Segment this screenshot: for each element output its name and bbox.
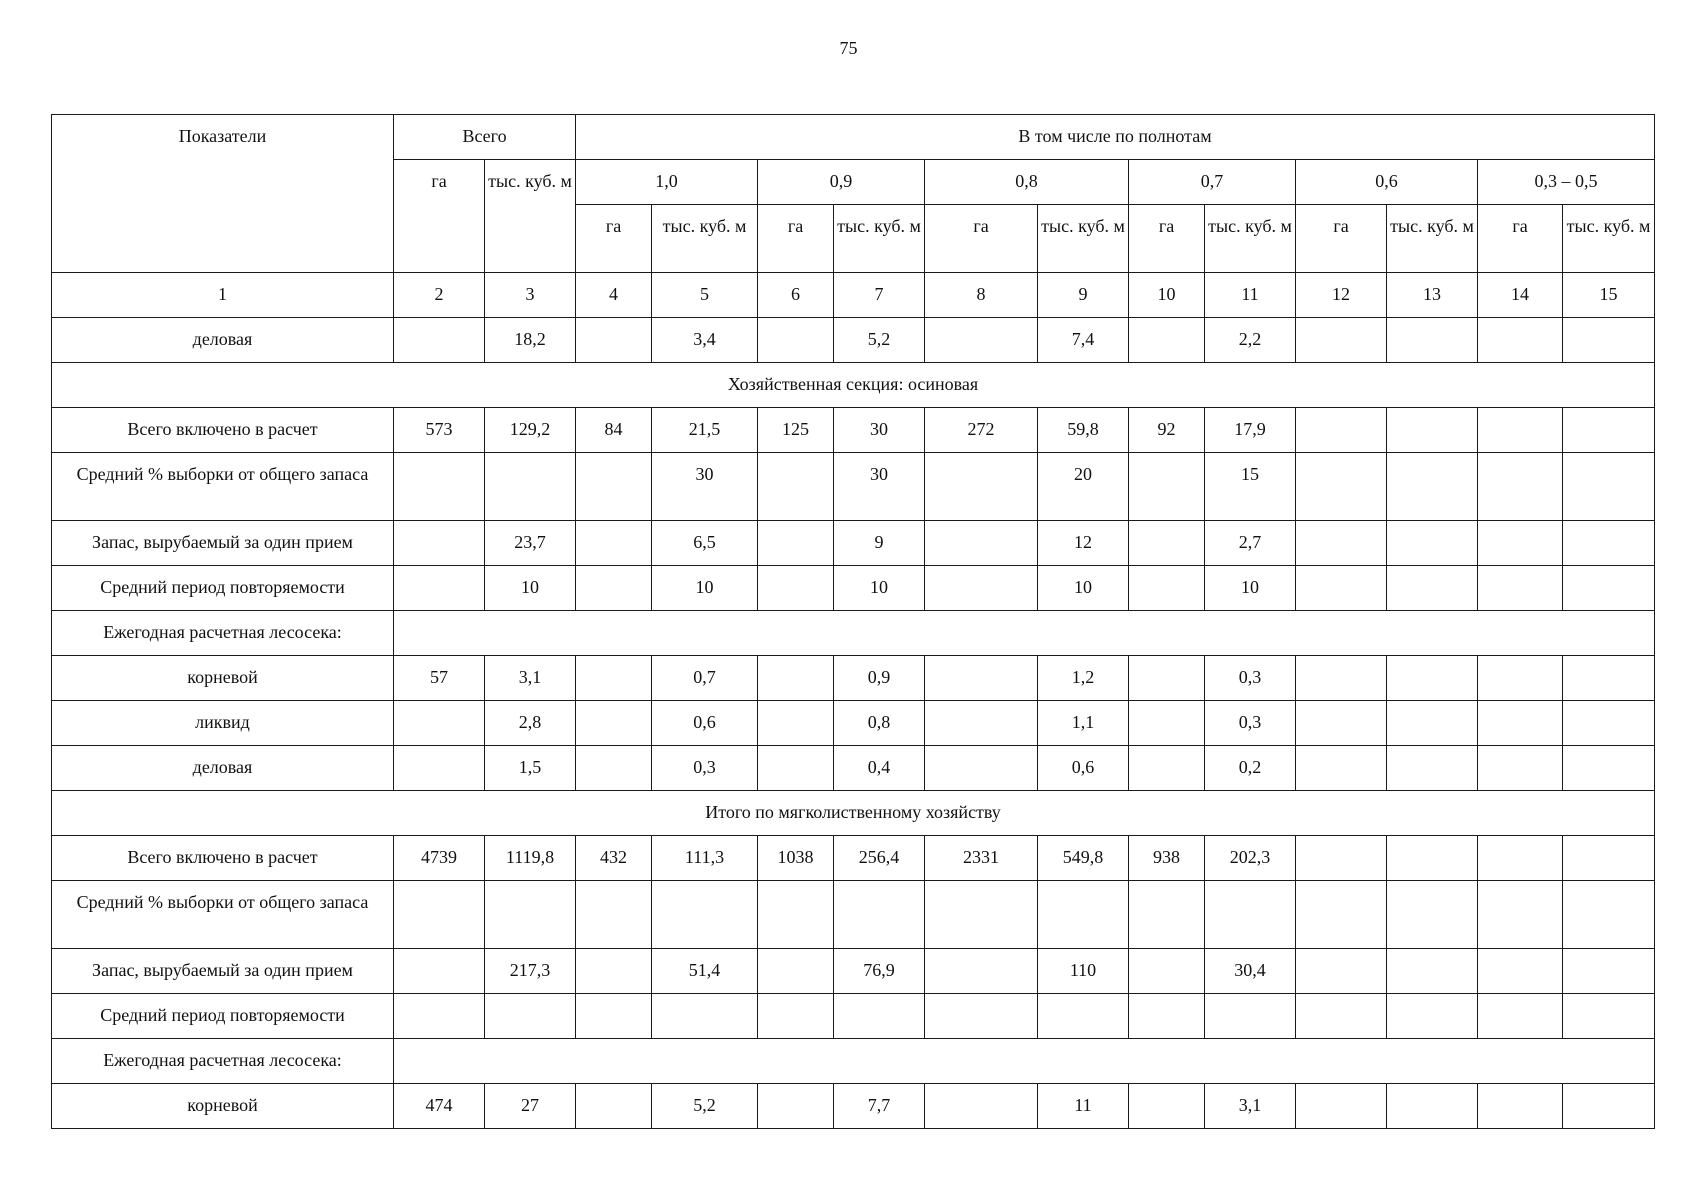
table-cell: 549,8 — [1038, 836, 1129, 881]
table-cell — [394, 453, 485, 521]
table-cell: 4739 — [394, 836, 485, 881]
column-number: 10 — [1129, 273, 1205, 318]
column-number: 7 — [834, 273, 925, 318]
table-cell: 111,3 — [652, 836, 758, 881]
header-density: 0,7 — [1129, 160, 1296, 205]
section-title: Хозяйственная секция: осиновая — [52, 363, 1655, 408]
section-row — [52, 791, 1655, 836]
table-cell: 0,7 — [652, 656, 758, 701]
header-ha: га — [1296, 205, 1387, 273]
table-cell — [652, 881, 758, 949]
table-cell: 573 — [394, 408, 485, 453]
table-cell — [758, 949, 834, 994]
column-number: 11 — [1205, 273, 1296, 318]
table-cell — [1478, 881, 1563, 949]
table-cell — [1478, 949, 1563, 994]
column-number: 9 — [1038, 273, 1129, 318]
table-cell: 1,1 — [1038, 701, 1129, 746]
table-cell: 3,1 — [485, 656, 576, 701]
table-cell: 12 — [1038, 521, 1129, 566]
table-cell — [485, 453, 576, 521]
table-row — [52, 701, 1655, 746]
table-cell — [1478, 746, 1563, 791]
table-cell — [1563, 521, 1655, 566]
row-label: корневой — [52, 656, 394, 701]
table-cell: 76,9 — [834, 949, 925, 994]
table-cell — [1478, 453, 1563, 521]
table-cell: 938 — [1129, 836, 1205, 881]
table-cell — [576, 949, 652, 994]
header-row-1 — [52, 115, 1655, 160]
table-cell — [1563, 949, 1655, 994]
table-cell — [1387, 408, 1478, 453]
table-cell — [394, 521, 485, 566]
table-cell — [485, 881, 576, 949]
row-label: Средний период повторяемости — [52, 994, 394, 1039]
table-cell — [758, 701, 834, 746]
table-header — [52, 115, 1655, 318]
table-cell — [1296, 746, 1387, 791]
table-cell — [925, 318, 1038, 363]
column-number: 15 — [1563, 273, 1655, 318]
row-label: Всего включено в расчет — [52, 836, 394, 881]
table-cell — [1563, 701, 1655, 746]
table-cell: 10 — [652, 566, 758, 611]
table-cell — [1563, 994, 1655, 1039]
table-cell — [758, 566, 834, 611]
page-number: 75 — [839, 38, 858, 58]
table-cell: 1038 — [758, 836, 834, 881]
empty-span-cell — [394, 1039, 1655, 1084]
table-cell: 0,3 — [1205, 656, 1296, 701]
table-cell — [1478, 521, 1563, 566]
row-label: Всего включено в расчет — [52, 408, 394, 453]
table-cell: 202,3 — [1205, 836, 1296, 881]
header-volume: тыс. куб. м — [1387, 205, 1478, 273]
table-cell: 6,5 — [652, 521, 758, 566]
column-number: 3 — [485, 273, 576, 318]
row-label: деловая — [52, 746, 394, 791]
table-cell — [925, 701, 1038, 746]
header-ha: га — [758, 205, 834, 273]
table-cell — [925, 453, 1038, 521]
table-cell — [1563, 566, 1655, 611]
table-cell — [1038, 881, 1129, 949]
table-cell — [1387, 746, 1478, 791]
table-body — [52, 318, 1655, 1129]
table-cell: 2,2 — [1205, 318, 1296, 363]
table-cell — [485, 994, 576, 1039]
header-volume: тыс. куб. м — [1563, 205, 1655, 273]
table-cell: 59,8 — [1038, 408, 1129, 453]
table-cell: 10 — [1205, 566, 1296, 611]
table-cell — [1129, 701, 1205, 746]
table-cell — [1129, 881, 1205, 949]
column-number: 4 — [576, 273, 652, 318]
row-label: Запас, вырубаемый за один прием — [52, 949, 394, 994]
column-number: 1 — [52, 273, 394, 318]
table-cell — [1387, 566, 1478, 611]
column-number: 8 — [925, 273, 1038, 318]
table-cell: 0,3 — [652, 746, 758, 791]
table-cell — [1296, 521, 1387, 566]
table-row — [52, 949, 1655, 994]
table-cell — [1129, 521, 1205, 566]
table-row — [52, 881, 1655, 949]
table-cell — [576, 318, 652, 363]
table-cell: 9 — [834, 521, 925, 566]
table-cell — [1296, 836, 1387, 881]
header-volume: тыс. куб. м — [1038, 205, 1129, 273]
table-cell: 30,4 — [1205, 949, 1296, 994]
table-cell — [1205, 994, 1296, 1039]
header-volume: тыс. куб. м — [1205, 205, 1296, 273]
table-cell — [758, 746, 834, 791]
table-cell — [1478, 1084, 1563, 1129]
table-cell — [1478, 994, 1563, 1039]
table-cell — [1129, 318, 1205, 363]
header-density: 0,6 — [1296, 160, 1478, 205]
row-label: Средний % выборки от общего запаса — [52, 453, 394, 521]
table-cell — [1563, 656, 1655, 701]
table-row — [52, 746, 1655, 791]
table-cell: 2,8 — [485, 701, 576, 746]
row-label: Ежегодная расчетная лесосека: — [52, 611, 394, 656]
table-cell — [1387, 994, 1478, 1039]
table-cell — [834, 994, 925, 1039]
table-cell: 1,2 — [1038, 656, 1129, 701]
table-cell: 57 — [394, 656, 485, 701]
row-label: Средний % выборки от общего запаса — [52, 881, 394, 949]
table-cell: 10 — [834, 566, 925, 611]
row-label: корневой — [52, 1084, 394, 1129]
header-total-volume: тыс. куб. м — [485, 160, 576, 273]
table-cell: 0,3 — [1205, 701, 1296, 746]
allowable-cut-table — [51, 114, 1655, 1129]
table-cell — [576, 701, 652, 746]
table-cell — [1296, 701, 1387, 746]
header-by-density: В том числе по полнотам — [576, 115, 1655, 160]
group-label-row — [52, 611, 1655, 656]
table-cell: 2331 — [925, 836, 1038, 881]
group-label-row — [52, 1039, 1655, 1084]
table-cell — [758, 1084, 834, 1129]
table-cell: 0,6 — [1038, 746, 1129, 791]
table-cell — [576, 994, 652, 1039]
table-cell — [394, 994, 485, 1039]
header-ha: га — [925, 205, 1038, 273]
header-density: 1,0 — [576, 160, 758, 205]
table-cell — [576, 881, 652, 949]
table-cell — [758, 318, 834, 363]
table-cell — [1387, 701, 1478, 746]
table-cell — [1387, 949, 1478, 994]
table-cell — [1296, 994, 1387, 1039]
header-density: 0,3 – 0,5 — [1478, 160, 1655, 205]
table-cell — [925, 566, 1038, 611]
header-volume: тыс. куб. м — [834, 205, 925, 273]
table-cell — [1129, 656, 1205, 701]
table-cell: 15 — [1205, 453, 1296, 521]
table-cell — [1563, 746, 1655, 791]
table-cell — [1387, 318, 1478, 363]
table-cell — [1129, 453, 1205, 521]
table-cell — [758, 994, 834, 1039]
table-cell: 1119,8 — [485, 836, 576, 881]
table-cell: 7,4 — [1038, 318, 1129, 363]
table-cell: 3,4 — [652, 318, 758, 363]
table-cell — [1563, 453, 1655, 521]
table-cell — [925, 881, 1038, 949]
table-cell — [1129, 994, 1205, 1039]
column-number-row — [52, 273, 1655, 318]
header-total-ha: га — [394, 160, 485, 273]
section-title: Итого по мягколиственному хозяйству — [52, 791, 1655, 836]
table-cell — [925, 994, 1038, 1039]
table-cell — [1478, 408, 1563, 453]
table-cell — [1129, 746, 1205, 791]
header-volume: тыс. куб. м — [652, 205, 758, 273]
table-cell: 0,8 — [834, 701, 925, 746]
table-cell — [576, 1084, 652, 1129]
table-cell — [394, 318, 485, 363]
table-cell — [1296, 453, 1387, 521]
header-ha: га — [576, 205, 652, 273]
table-cell: 272 — [925, 408, 1038, 453]
table-cell: 129,2 — [485, 408, 576, 453]
table-cell: 1,5 — [485, 746, 576, 791]
header-ha: га — [1129, 205, 1205, 273]
table-cell — [925, 949, 1038, 994]
table-cell: 432 — [576, 836, 652, 881]
table-cell: 0,9 — [834, 656, 925, 701]
table-cell — [576, 566, 652, 611]
table-cell — [925, 1084, 1038, 1129]
table-cell — [834, 881, 925, 949]
table-cell — [1563, 318, 1655, 363]
table-row — [52, 453, 1655, 521]
table-cell: 217,3 — [485, 949, 576, 994]
table-cell — [1563, 836, 1655, 881]
table-cell — [1478, 656, 1563, 701]
table-cell: 474 — [394, 1084, 485, 1129]
table-cell — [576, 521, 652, 566]
table-cell: 0,2 — [1205, 746, 1296, 791]
table-cell — [1478, 701, 1563, 746]
table-cell — [652, 994, 758, 1039]
table-cell — [1478, 318, 1563, 363]
table-cell — [1296, 656, 1387, 701]
table-cell: 30 — [834, 408, 925, 453]
table-cell: 20 — [1038, 453, 1129, 521]
table-cell — [1129, 566, 1205, 611]
header-density: 0,9 — [758, 160, 925, 205]
table-cell — [1478, 566, 1563, 611]
table-cell: 30 — [834, 453, 925, 521]
table-cell: 17,9 — [1205, 408, 1296, 453]
table-cell — [925, 746, 1038, 791]
table-cell — [394, 949, 485, 994]
header-ha: га — [1478, 205, 1563, 273]
table-cell: 11 — [1038, 1084, 1129, 1129]
table-cell — [1387, 881, 1478, 949]
table-cell: 21,5 — [652, 408, 758, 453]
table-cell: 3,1 — [1205, 1084, 1296, 1129]
table-cell: 5,2 — [834, 318, 925, 363]
table-cell — [576, 453, 652, 521]
row-label: Средний период повторяемости — [52, 566, 394, 611]
table-cell — [1296, 1084, 1387, 1129]
table-cell: 18,2 — [485, 318, 576, 363]
table-cell: 256,4 — [834, 836, 925, 881]
table-cell: 92 — [1129, 408, 1205, 453]
table-cell — [1387, 521, 1478, 566]
table-cell: 0,6 — [652, 701, 758, 746]
table-row — [52, 656, 1655, 701]
table-cell: 5,2 — [652, 1084, 758, 1129]
table-cell — [1387, 656, 1478, 701]
header-total: Всего — [394, 115, 576, 160]
table-cell: 27 — [485, 1084, 576, 1129]
table-row — [52, 1084, 1655, 1129]
table-row — [52, 836, 1655, 881]
row-label: Ежегодная расчетная лесосека: — [52, 1039, 394, 1084]
table-cell — [1296, 949, 1387, 994]
header-indicators: Показатели — [52, 115, 394, 273]
section-row — [52, 363, 1655, 408]
table-cell — [758, 656, 834, 701]
table-row — [52, 408, 1655, 453]
row-label: деловая — [52, 318, 394, 363]
table-cell: 7,7 — [834, 1084, 925, 1129]
column-number: 13 — [1387, 273, 1478, 318]
table-cell — [1563, 408, 1655, 453]
column-number: 14 — [1478, 273, 1563, 318]
table-row — [52, 521, 1655, 566]
table-cell — [1205, 881, 1296, 949]
table-cell: 0,4 — [834, 746, 925, 791]
row-label: ликвид — [52, 701, 394, 746]
table-row — [52, 566, 1655, 611]
table-cell — [394, 881, 485, 949]
table-cell — [394, 566, 485, 611]
table-cell — [1129, 1084, 1205, 1129]
table-cell: 10 — [1038, 566, 1129, 611]
table-cell — [1296, 566, 1387, 611]
table-cell — [1387, 1084, 1478, 1129]
table-cell — [394, 746, 485, 791]
column-number: 2 — [394, 273, 485, 318]
table-cell: 2,7 — [1205, 521, 1296, 566]
table-cell: 51,4 — [652, 949, 758, 994]
table-row — [52, 994, 1655, 1039]
table-cell — [576, 746, 652, 791]
table-cell — [1387, 453, 1478, 521]
header-density: 0,8 — [925, 160, 1129, 205]
table-cell — [1129, 949, 1205, 994]
table-cell — [1563, 881, 1655, 949]
table-row — [52, 318, 1655, 363]
table-cell — [1387, 836, 1478, 881]
table-cell — [1038, 994, 1129, 1039]
table-cell — [925, 656, 1038, 701]
table-cell — [1563, 1084, 1655, 1129]
table-cell — [576, 656, 652, 701]
row-label: Запас, вырубаемый за один прием — [52, 521, 394, 566]
column-number: 12 — [1296, 273, 1387, 318]
table-cell — [1296, 318, 1387, 363]
empty-span-cell — [394, 611, 1655, 656]
table-cell — [1478, 836, 1563, 881]
table-cell: 10 — [485, 566, 576, 611]
table-cell — [1296, 408, 1387, 453]
table-cell: 23,7 — [485, 521, 576, 566]
table-cell: 30 — [652, 453, 758, 521]
table-cell — [758, 453, 834, 521]
table-cell: 125 — [758, 408, 834, 453]
table-cell — [758, 521, 834, 566]
table-cell: 110 — [1038, 949, 1129, 994]
column-number: 5 — [652, 273, 758, 318]
table-cell: 84 — [576, 408, 652, 453]
table-cell — [925, 521, 1038, 566]
column-number: 6 — [758, 273, 834, 318]
table-cell — [758, 881, 834, 949]
table-cell — [394, 701, 485, 746]
table-cell — [1296, 881, 1387, 949]
